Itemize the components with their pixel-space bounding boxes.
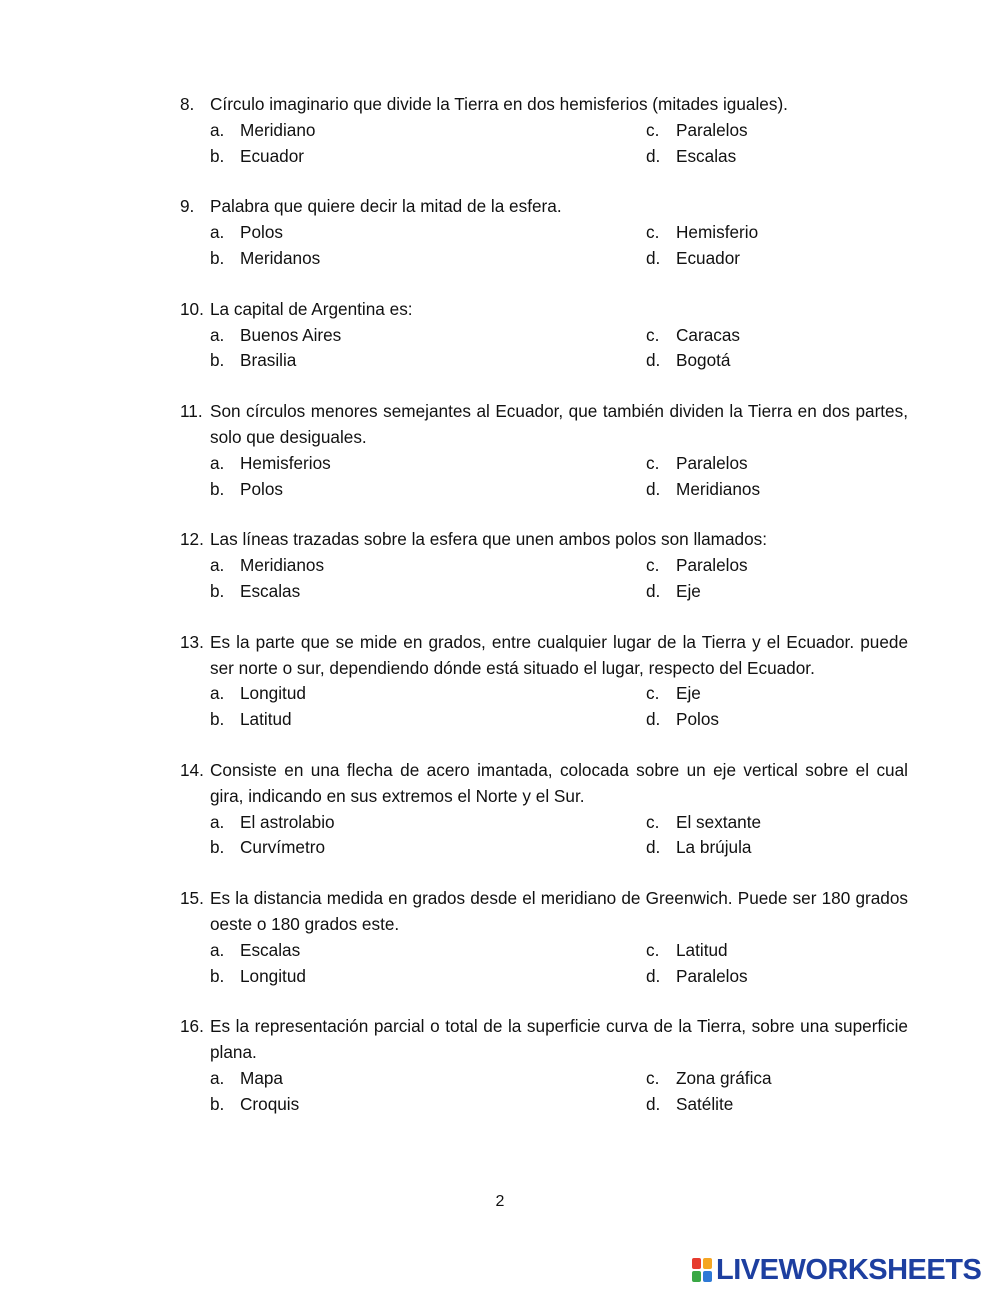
option-letter: c. [646, 1067, 660, 1088]
answer-options [210, 118, 908, 170]
question-number: 8. [180, 94, 195, 114]
answer-option[interactable] [646, 938, 908, 964]
answer-option[interactable] [210, 938, 646, 964]
option-text: Meridianos [676, 478, 761, 499]
option-text: El sextante [676, 811, 762, 832]
logo-square [692, 1258, 701, 1269]
option-letter: c. [646, 452, 660, 473]
option-text: Eje [676, 683, 701, 704]
option-text: Escalas [240, 580, 301, 601]
question-list [180, 92, 908, 1143]
question-text: Es la parte que se mide en grados, entre cualquier lugar de la Tierra y el Ecuador. puede ser norte o sur, dependiendo dónde está situado el lugar, respecto del Ecuador. [210, 631, 908, 678]
question-number: 14. [180, 759, 204, 780]
option-text: Caracas [676, 324, 740, 345]
logo-mark-icon [692, 1258, 712, 1282]
question-statement [180, 1014, 908, 1066]
option-letter: c. [646, 119, 660, 140]
question-8 [180, 92, 908, 169]
answer-option[interactable] [646, 323, 908, 349]
option-letter: b. [210, 478, 225, 499]
answer-options [210, 451, 908, 503]
question-13 [180, 630, 908, 733]
question-text: La capital de Argentina es: [210, 298, 413, 319]
question-statement [180, 886, 908, 938]
question-statement [180, 399, 908, 451]
answer-option[interactable] [210, 323, 646, 349]
option-letter: a. [210, 811, 225, 832]
answer-options [210, 681, 908, 733]
option-letter: d. [646, 709, 661, 730]
question-14 [180, 758, 908, 861]
answer-option[interactable] [210, 579, 646, 605]
answer-option[interactable] [646, 477, 908, 503]
option-letter: b. [210, 837, 225, 858]
answer-option[interactable] [210, 144, 646, 170]
answer-option[interactable] [210, 553, 646, 579]
question-10 [180, 297, 908, 374]
option-letter: c. [646, 555, 660, 576]
option-letter: a. [210, 119, 225, 140]
page-number: 2 [495, 1193, 505, 1210]
option-text: Escalas [240, 939, 301, 960]
liveworksheets-logo [692, 1256, 981, 1284]
option-text: Mapa [240, 1067, 283, 1088]
question-text: Las líneas trazadas sobre la esfera que unen ambos polos son llamados: [210, 529, 768, 550]
option-text: Escalas [676, 145, 737, 166]
answer-option[interactable] [646, 144, 908, 170]
answer-option[interactable] [210, 1092, 646, 1118]
option-text: Paralelos [676, 452, 748, 473]
option-text: Polos [676, 709, 719, 730]
option-letter: c. [646, 939, 660, 960]
option-letter: d. [646, 247, 661, 268]
option-letter: c. [646, 324, 660, 345]
question-text: Son círculos menores semejantes al Ecuador, que también dividen la Tierra en dos partes, solo que desiguales. [210, 401, 908, 447]
option-letter: d. [646, 580, 661, 601]
option-letter: d. [646, 1093, 661, 1114]
option-text: Hemisferio [676, 222, 759, 243]
option-letter: b. [210, 145, 225, 166]
option-text: Latitud [676, 939, 728, 960]
option-text: Satélite [676, 1093, 734, 1114]
question-16 [180, 1014, 908, 1117]
option-text: Curvímetro [240, 837, 325, 858]
option-text: Longitud [240, 683, 306, 704]
logo-square [703, 1271, 712, 1282]
answer-option[interactable] [646, 451, 908, 477]
question-statement [180, 527, 908, 553]
answer-option[interactable] [210, 118, 646, 144]
option-text: Brasilia [240, 350, 297, 371]
option-text: Polos [240, 478, 283, 499]
option-letter: a. [210, 222, 225, 243]
question-number: 13. [180, 631, 204, 652]
question-statement [180, 758, 908, 810]
answer-option[interactable] [646, 707, 908, 733]
question-11 [180, 399, 908, 502]
answer-option[interactable] [210, 451, 646, 477]
option-text: Buenos Aires [240, 324, 342, 345]
option-letter: a. [210, 939, 225, 960]
question-statement [180, 630, 908, 682]
answer-option[interactable] [646, 220, 908, 246]
option-text: Croquis [240, 1093, 300, 1114]
option-letter: b. [210, 709, 225, 730]
answer-option[interactable] [646, 1092, 908, 1118]
option-letter: c. [646, 683, 660, 704]
option-letter: b. [210, 247, 225, 268]
question-text: Es la representación parcial o total de la superficie curva de la Tierra, sobre una superficie plana. [210, 1016, 908, 1063]
option-text: Hemisferios [240, 452, 331, 473]
question-statement [180, 297, 908, 323]
answer-option[interactable] [646, 1066, 908, 1092]
logo-square [703, 1258, 712, 1269]
option-text: Meridianos [240, 555, 325, 576]
question-number: 12. [180, 529, 204, 550]
option-text: Longitud [240, 965, 306, 986]
question-number: 15. [180, 888, 204, 909]
answer-option[interactable] [646, 681, 908, 707]
option-letter: d. [646, 478, 661, 499]
answer-option[interactable] [646, 964, 908, 990]
answer-option[interactable] [646, 118, 908, 144]
answer-options [210, 323, 908, 375]
option-letter: a. [210, 1067, 225, 1088]
answer-option[interactable] [210, 220, 646, 246]
option-text: Meridiano [240, 119, 316, 140]
answer-option[interactable] [646, 579, 908, 605]
question-number: 10. [180, 298, 204, 319]
option-letter: b. [210, 580, 225, 601]
option-text: Paralelos [676, 965, 748, 986]
answer-options [210, 938, 908, 990]
option-text: El astrolabio [240, 811, 335, 832]
answer-options [210, 1066, 908, 1118]
option-letter: a. [210, 452, 225, 473]
answer-option[interactable] [210, 835, 646, 861]
option-letter: d. [646, 145, 661, 166]
option-text: Eje [676, 580, 701, 601]
answer-option[interactable] [646, 810, 908, 836]
answer-option[interactable] [210, 246, 646, 272]
question-text: Palabra que quiere decir la mitad de la esfera. [210, 196, 562, 217]
answer-option[interactable] [210, 681, 646, 707]
answer-options [210, 220, 908, 272]
option-letter: b. [210, 350, 225, 371]
option-text: Meridanos [240, 247, 321, 268]
answer-option[interactable] [210, 1066, 646, 1092]
option-text: Polos [240, 222, 283, 243]
answer-option[interactable] [646, 246, 908, 272]
answer-option[interactable] [210, 348, 646, 374]
option-letter: d. [646, 350, 661, 371]
question-12 [180, 527, 908, 604]
answer-option[interactable] [210, 707, 646, 733]
answer-option[interactable] [210, 964, 646, 990]
question-number: 11. [180, 401, 203, 422]
question-text: Consiste en una flecha de acero imantada, colocada sobre un eje vertical sobre el cual gira, indicando en sus extremos el Norte y el Sur. [210, 759, 908, 806]
option-letter: c. [646, 222, 660, 243]
option-letter: a. [210, 324, 225, 345]
option-text: Paralelos [676, 119, 748, 140]
question-text: Es la distancia medida en grados desde el meridiano de Greenwich. Puede ser 180 grados oeste o 180 grados este. [210, 888, 908, 934]
option-letter: b. [210, 965, 225, 986]
option-letter: c. [646, 811, 660, 832]
question-statement [180, 92, 908, 118]
option-text: Paralelos [676, 555, 748, 576]
option-text: Latitud [240, 709, 292, 730]
option-text: Zona gráfica [676, 1067, 772, 1088]
option-text: Ecuador [676, 247, 741, 268]
question-number: 16. [180, 1016, 204, 1037]
option-letter: a. [210, 683, 225, 704]
logo-text: LIVEWORKSHEETS [716, 1254, 982, 1286]
answer-option[interactable] [210, 810, 646, 836]
answer-option[interactable] [646, 553, 908, 579]
answer-options [210, 810, 908, 862]
question-15 [180, 886, 908, 989]
option-letter: d. [646, 837, 661, 858]
answer-options [210, 553, 908, 605]
question-text: Círculo imaginario que divide la Tierra en dos hemisferios (mitades iguales). [210, 94, 788, 114]
answer-option[interactable] [210, 477, 646, 503]
question-number: 9. [180, 196, 195, 217]
option-letter: d. [646, 965, 661, 986]
answer-option[interactable] [646, 835, 908, 861]
option-letter: a. [210, 555, 225, 576]
logo-square [692, 1271, 701, 1282]
option-letter: b. [210, 1093, 225, 1114]
question-statement [180, 194, 908, 220]
option-text: Ecuador [240, 145, 305, 166]
question-9 [180, 194, 908, 271]
option-text: Bogotá [676, 350, 731, 371]
option-text: La brújula [676, 837, 752, 858]
answer-option[interactable] [646, 348, 908, 374]
